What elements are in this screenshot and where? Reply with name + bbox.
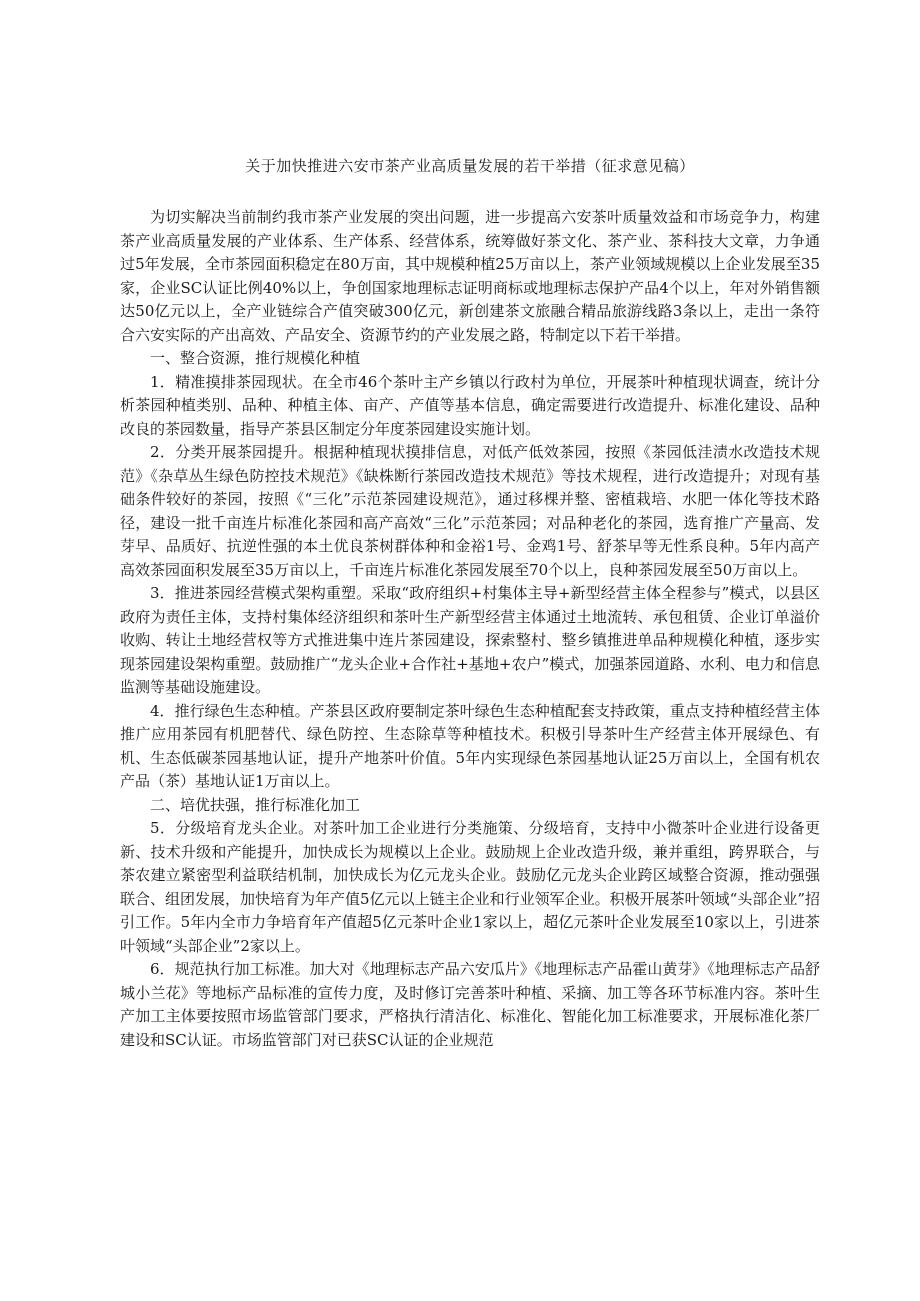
section-1-item-4: 4．推行绿色生态种植。产茶县区政府要制定茶叶绿色生态种植配套支持政策，重点支持种植经营主体推广应用茶园有机肥替代、绿色防控、生态除草等种植技术。积极引导茶叶生产经营主体开展绿色、有机、生态低碳茶园基地认证，提升产地茶叶价值。5年内实现绿色茶园基地认证25万亩以上，全国有机农产品（茶）基地认证1万亩以上。 — [120, 701, 820, 790]
section-1-item-1: 1．精准摸排茶园现状。在全市46个茶叶主产乡镇以行政村为单位，开展茶叶种植现状调查，统计分析茶园种植类别、品种、种植主体、亩产、产值等基本信息，确定需要进行改造提升、标准化建设、品种改良的茶园数量，指导产茶县区制定分年度茶园建设实施计划。 — [120, 372, 820, 438]
document-page — [120, 156, 820, 1052]
section-1-item-3: 3．推进茶园经营模式架构重塑。采取“政府组织+村集体主导+新型经营主体全程参与”模式，以县区政府为责任主体，支持村集体经济组织和茶叶生产新型经营主体通过土地流转、承包租赁、企业订单溢价收购、转让土地经营权等方式推进集中连片茶园建设，探索整村、整乡镇推进单品种规模化种植，逐步实现茶园建设架构重塑。鼓励推广“龙头企业+合作社+基地+农户”模式，加强茶园道路、水利、电力和信息监测等基础设施建设。 — [120, 584, 820, 696]
intro-paragraph: 为切实解决当前制约我市茶产业发展的突出问题，进一步提高六安茶叶质量效益和市场竞争力，构建茶产业高质量发展的产业体系、生产体系、经营体系，统筹做好茶文化、茶产业、茶科技大文章，力争通过5年发展，全市茶园面积稳定在80万亩，其中规模种植25万亩以上，茶产业领域规模以上企业发展至35家，企业SC认证比例40%以上，争创国家地理标志证明商标或地理标志保护产品4个以上，年对外销售额达50亿元以上，全产业链综合产值突破300亿元，新创建茶文旅融合精品旅游线路3条以上，走出一条符合六安实际的产出高效、产品安全、资源节约的产业发展之路，特制定以下若干举措。 — [120, 208, 820, 344]
section-1-heading: 一、整合资源，推行规模化种植 — [150, 349, 361, 367]
section-2-item-5: 5．分级培育龙头企业。对茶叶加工企业进行分类施策、分级培育，支持中小微茶叶企业进行设备更新、技术升级和产能提升，加快成长为规模以上企业。鼓励规上企业改造升级，兼并重组，跨界联合，与茶农建立紧密型利益联结机制，加快成长为亿元龙头企业。鼓励亿元龙头企业跨区域整合资源，推动强强联合、组团发展，加快培育为年产值5亿元以上链主企业和行业领军企业。积极开展茶叶领域“头部企业”招引工作。5年内全市力争培育年产值超5亿元茶叶企业1家以上，超亿元茶叶企业发展至10家以上，引进茶叶领域“头部企业”2家以上。 — [120, 819, 820, 955]
section-2-item-6: 6．规范执行加工标准。加大对《地理标志产品六安瓜片》《地理标志产品霍山黄芽》《地理标志产品舒城小兰花》等地标产品标准的宣传力度，及时修订完善茶叶种植、采摘、加工等各环节标准内容。茶叶生产加工主体要按照市场监管部门要求，严格执行清洁化、标准化、智能化加工标准要求，开展标准化茶厂建设和SC认证。市场监管部门对已获SC认证的企业规范 — [120, 960, 820, 1049]
section-2-heading: 二、培优扶强，推行标准化加工 — [150, 795, 361, 814]
section-1-item-2: 2．分类开展茶园提升。根据种植现状摸排信息，对低产低效茶园，按照《茶园低洼渍水改造技术规范》《杂草丛生绿色防控技术规范》《缺株断行茶园改造技术规范》等技术规程，进行改造提升；对现有基础条件较好的茶园，按照《“三化”示范茶园建设规范》，通过移棵并整、密植栽培、水肥一体化等技术路径，建设一批千亩连片标准化茶园和高产高效“三化”示范茶园；对品种老化的茶园，选育推广产量高、发芽早、品质好、抗逆性强的本土优良茶树群体种和金裕1号、金鸡1号、舒茶早等无性系良种。5年内高产高效茶园面积发展至35万亩以上，千亩连片标准化茶园发展至70个以上，良种茶园发展至50万亩以上。 — [120, 443, 820, 579]
document-title: 关于加快推进六安市茶产业高质量发展的若干举措（征求意见稿） — [245, 157, 695, 175]
